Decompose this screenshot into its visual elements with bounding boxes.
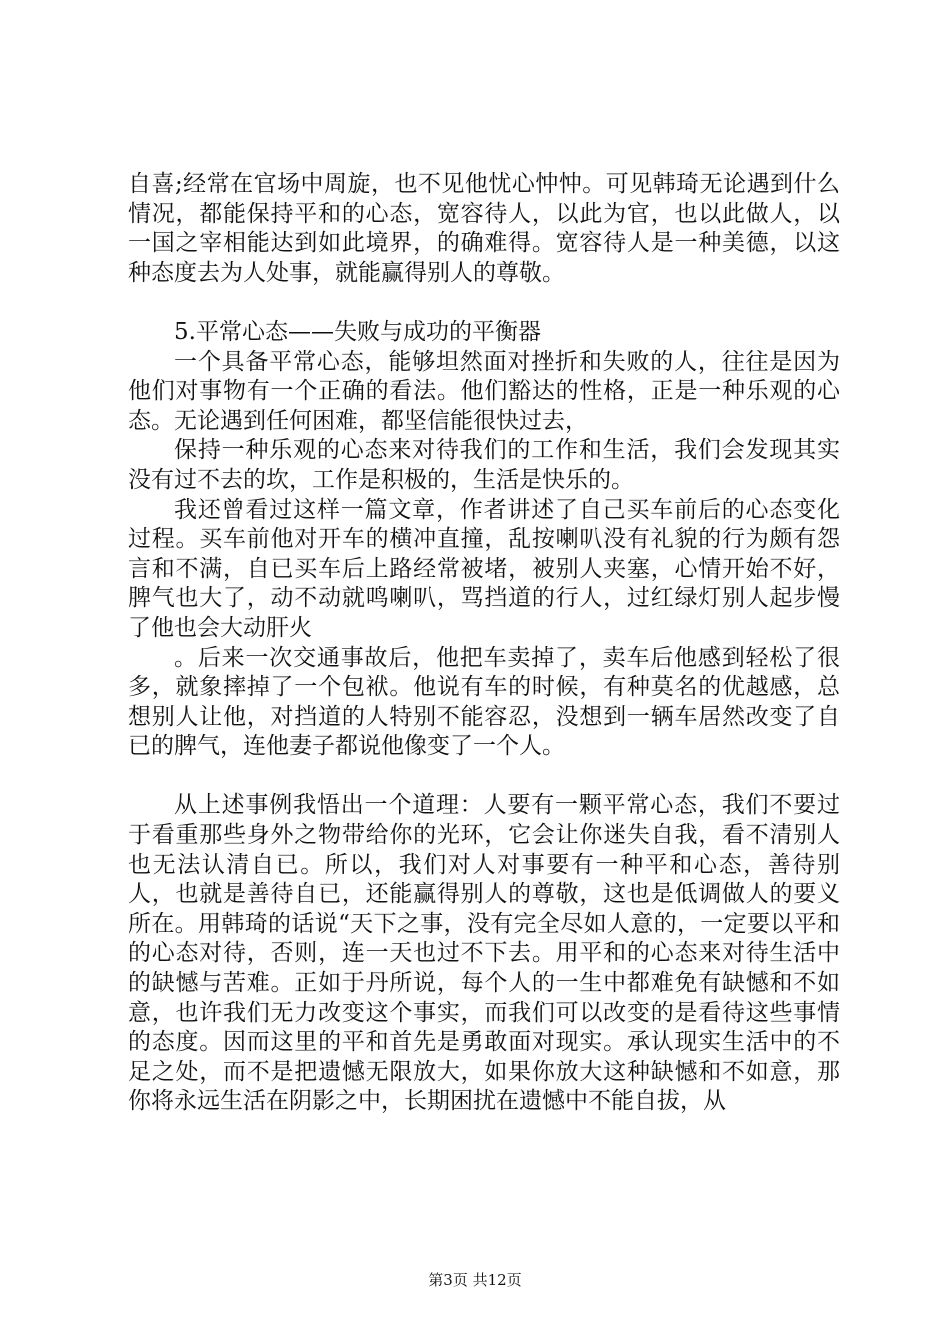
paragraph-optimistic-attitude: 保持一种乐观的心态来对待我们的工作和生活，我们会发现其实没有过不去的坎，工作是积极的，生活是快乐的。 xyxy=(128,437,840,493)
paragraph-car-story-continued: 。后来一次交通事故后，他把车卖掉了，卖车后他感到轻松了很多，就象摔掉了一个包袱。他说有车的时候，有种莫名的优越感，总想别人让他，对挡道的人特别不能容忍，没想到一辆车居然改变了自已的脾气，连他妻子都说他像变了一个人。 xyxy=(128,644,840,760)
paragraph-car-story: 我还曾看过这样一篇文章，作者讲述了自己买车前后的心态变化过程。买车前他对开车的横冲直撞，乱按喇叭没有礼貌的行为颇有怨言和不满，自已买车后上路经常被堵，被别人夹塞，心情开始不好，脾气也大了，动不动就鸣喇叭，骂挡道的行人，过红绿灯别人起步慢了他也会大动肝火 xyxy=(128,496,840,641)
paragraph-lesson: 从上述事例我悟出一个道理：人要有一颗平常心态，我们不要过于看重那些身外之物带给你的光环，它会让你迷失自我，看不清别人也无法认清自已。所以，我们对人对事要有一种平和心态，善待别人，也就是善待自已，还能赢得别人的尊敬，这也是低调做人的要义所在。用韩琦的话说“天下之事，没有完全尽如人意的，一定要以平和的心态对待，否则，连一天也过不下去。用平和的心态来对待生活中的缺憾与苦难。正如于丹所说，每个人的一生中都难免有缺憾和不如意，也许我们无力改变这个事实，而我们可以改变的是看待这些事情的态度。因而这里的平和首先是勇敢面对现实。承认现实生活中的不足之处，而不是把遗憾无限放大，如果你放大这种缺憾和不如意，那你将永远生活在阴影之中，长期困扰在遗憾中不能自拔，从 xyxy=(128,792,840,1115)
paragraph-tolerance-conclusion: 自喜;经常在官场中周旋，也不见他忧心忡忡。可见韩琦无论遇到什么情况，都能保持平和的心态，宽容待人，以此为官，也以此做人，以一国之宰相能达到如此境界，的确难得。宽容待人是一种美德，以这种态度去为人处事，就能赢得别人的尊敬。 xyxy=(128,171,840,286)
page-footer: 第3页 共12页 xyxy=(428,1271,522,1289)
section-heading-ordinary-mindset: 5.平常心态——失败与成功的平衡器 xyxy=(174,318,541,345)
document-body xyxy=(128,170,840,1117)
paragraph-ordinary-mindset: 一个具备平常心态，能够坦然面对挫折和失败的人，往往是因为他们对事物有一个正确的看法。他们豁达的性格，正是一种乐观的心态。无论遇到任何困难，都坚信能很快过去， xyxy=(128,348,840,434)
